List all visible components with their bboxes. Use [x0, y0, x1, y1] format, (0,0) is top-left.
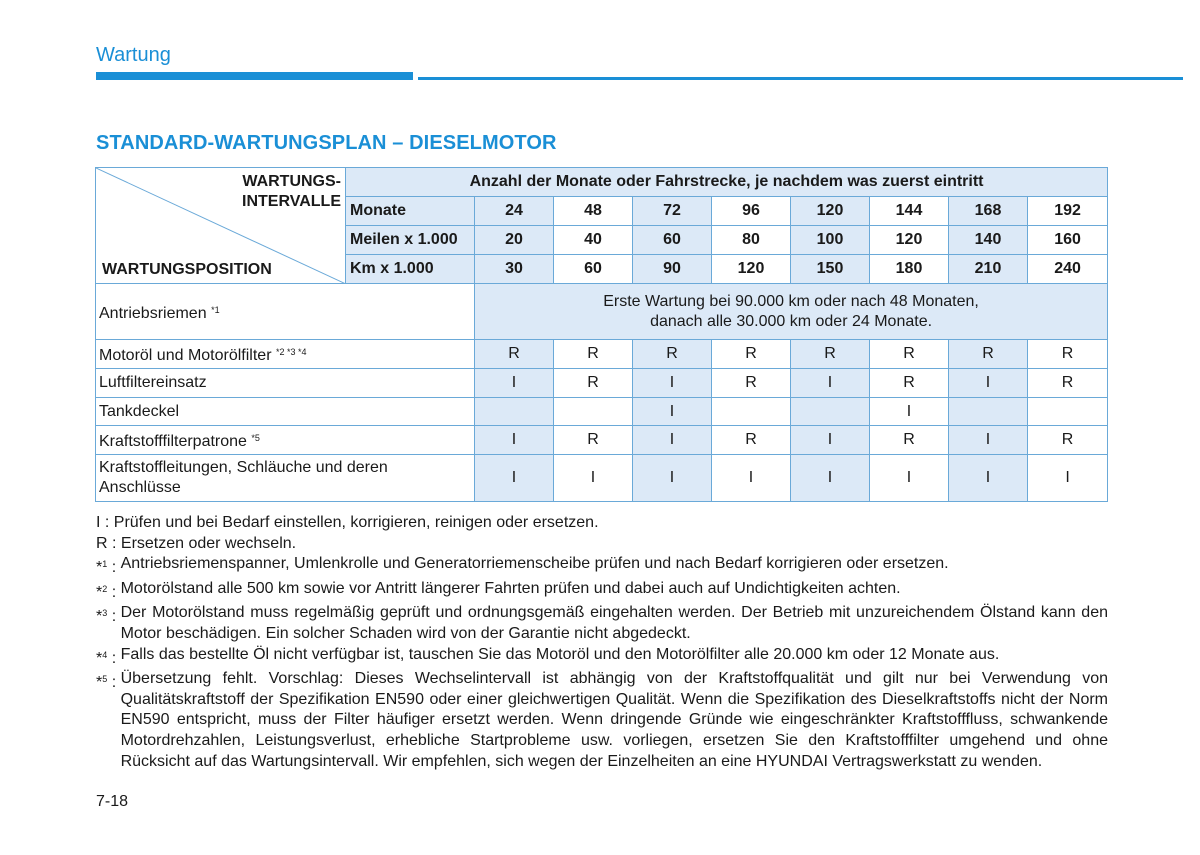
service-cell: [475, 398, 554, 426]
corner-position-label: WARTUNGSPOSITION: [102, 261, 272, 278]
service-cell: R: [949, 340, 1028, 369]
service-cell: R: [870, 426, 949, 455]
interval-value: 140: [949, 226, 1028, 255]
header-rule-thick: [96, 72, 413, 80]
service-cell: R: [1028, 340, 1108, 369]
service-cell: I: [475, 369, 554, 398]
service-cell: I: [1028, 455, 1108, 502]
table-row: [96, 340, 1108, 369]
service-cell: [949, 398, 1028, 426]
interval-value: 240: [1028, 255, 1108, 284]
service-cell: R: [1028, 369, 1108, 398]
service-cell: R: [633, 340, 712, 369]
service-cell: I: [712, 455, 791, 502]
service-cell: I: [475, 455, 554, 502]
service-cell: R: [712, 426, 791, 455]
interval-value: 90: [633, 255, 712, 284]
position-label: Luftfiltereinsatz: [96, 369, 475, 398]
service-cell: I: [791, 369, 870, 398]
interval-value: 120: [870, 226, 949, 255]
service-cell: I: [791, 426, 870, 455]
service-cell: [712, 398, 791, 426]
interval-value: 144: [870, 197, 949, 226]
interval-value: 180: [870, 255, 949, 284]
footnote-3: *$^3$ : Der Motorölstand muss regelmäßig geprüft und ordnungsgemäß eingehalten werden. Der Betrieb mit unzureichendem Ölstand kann den Motor beschädigen. Ein solcher Schaden wird von der Garantie nicht abgedeckt.: [96, 604, 1108, 642]
interval-value: 60: [554, 255, 633, 284]
page-number: 7-18: [96, 793, 129, 810]
service-cell: [554, 398, 633, 426]
table-row: [96, 369, 1108, 398]
service-cell: R: [870, 369, 949, 398]
interval-value: 100: [791, 226, 870, 255]
interval-row-label: Monate: [346, 197, 475, 226]
interval-value: 72: [633, 197, 712, 226]
service-cell: R: [554, 369, 633, 398]
interval-value: 210: [949, 255, 1028, 284]
maintenance-table: [95, 167, 1108, 502]
service-cell: I: [870, 455, 949, 502]
position-label: Motoröl und Motorölfilter $^{*2 *3 *4}$: [96, 340, 475, 369]
service-cell: R: [475, 340, 554, 369]
service-cell: I: [870, 398, 949, 426]
service-cell: I: [475, 426, 554, 455]
service-cell: I: [633, 398, 712, 426]
service-cell: R: [712, 369, 791, 398]
service-cell: R: [870, 340, 949, 369]
interval-value: 160: [1028, 226, 1108, 255]
service-cell: I: [949, 369, 1028, 398]
position-label: Kraftstoffleitungen, Schläuche und deren Anschlüsse: [96, 455, 475, 502]
service-cell: R: [1028, 426, 1108, 455]
footnote-5: *$^5$ : Übersetzung fehlt. Vorschlag: Dieses Wechselintervall ist abhängig von der Kraftstoffqualität und gilt nur bei Verwendung von Qualitätskraftstoff der Spezifikation EN590 oder einer gleichwertigen Qualität. Wenn die Spezifikation des Dieselkraftstoffs nicht der Norm EN590 entspricht, muss der Filter häufiger ersetzt werden. Wenn dringende Gründe wie eingeschränkter Kraftstofffluss, schwankende Motordrehzahlen, Leistungsverlust, erhebliche Startprobleme usw. vorliegen, ersetzen Sie den Kraftstofffilter umgehend und ohne Rücksicht auf das Wartungsintervall. Wir empfehlen, sich wegen der Einzelheiten an eine HYUNDAI Vertragswerkstatt zu wenden.: [96, 670, 1108, 770]
table-row: [96, 284, 1108, 340]
table-row: [96, 398, 1108, 426]
section-label: Wartung: [96, 44, 171, 66]
interval-value: 80: [712, 226, 791, 255]
position-label: Kraftstofffilterpatrone $^{*5}$: [96, 426, 475, 455]
position-label: Tankdeckel: [96, 398, 475, 426]
service-cell: I: [949, 455, 1028, 502]
interval-value: 192: [1028, 197, 1108, 226]
service-cell: I: [633, 426, 712, 455]
page-title: STANDARD-WARTUNGSPLAN – DIESELMOTOR: [96, 132, 557, 154]
table-row: [96, 455, 1108, 502]
position-label: Antriebsriemen $^{*1}$: [96, 284, 475, 340]
table-row: [96, 426, 1108, 455]
service-cell: [1028, 398, 1108, 426]
service-cell: I: [633, 369, 712, 398]
service-cell: R: [712, 340, 791, 369]
interval-value: 150: [791, 255, 870, 284]
interval-value: 96: [712, 197, 791, 226]
interval-row-label: Meilen x 1.000: [346, 226, 475, 255]
belt-interval-text: Erste Wartung bei 90.000 km oder nach 48 Monaten, danach alle 30.000 km oder 24 Monate.: [475, 284, 1108, 340]
footnote-1: *$^1$ : Antriebsriemenspanner, Umlenkrolle und Generatorriemenscheibe prüfen und nach Bedarf korrigieren oder ersetzen.: [96, 555, 949, 577]
service-cell: [791, 398, 870, 426]
service-cell: R: [791, 340, 870, 369]
header-rule-thin: [418, 77, 1183, 80]
note-r: R : Ersetzen oder wechseln.: [96, 534, 297, 552]
interval-value: 30: [475, 255, 554, 284]
footnote-2: *$^2$ : Motorölstand alle 500 km sowie vor Antritt längerer Fahrten prüfen und dabei auch auf Undichtigkeiten achten.: [96, 579, 901, 601]
service-cell: I: [554, 455, 633, 502]
interval-value: 24: [475, 197, 554, 226]
interval-value: 40: [554, 226, 633, 255]
note-i: I : Prüfen und bei Bedarf einstellen, korrigieren, reinigen oder ersetzen.: [96, 514, 599, 531]
legend-notes: [96, 513, 1108, 772]
service-cell: R: [554, 340, 633, 369]
interval-value: 48: [554, 197, 633, 226]
table-corner-cell: [96, 168, 346, 284]
interval-value: 168: [949, 197, 1028, 226]
interval-span-header: Anzahl der Monate oder Fahrstrecke, je nachdem was zuerst eintritt: [346, 168, 1108, 197]
footnote-4: *$^4$ : Falls das bestellte Öl nicht verfügbar ist, tauschen Sie das Motoröl und den Motorölfilter alle 20.000 km oder 12 Monate aus.: [96, 645, 1000, 667]
interval-value: 120: [791, 197, 870, 226]
service-cell: I: [791, 455, 870, 502]
interval-value: 60: [633, 226, 712, 255]
service-cell: R: [554, 426, 633, 455]
interval-row-label: Km x 1.000: [346, 255, 475, 284]
interval-value: 120: [712, 255, 791, 284]
interval-value: 20: [475, 226, 554, 255]
service-cell: I: [949, 426, 1028, 455]
service-cell: I: [633, 455, 712, 502]
corner-intervals-label: WARTUNGS- INTERVALLE: [242, 173, 341, 210]
